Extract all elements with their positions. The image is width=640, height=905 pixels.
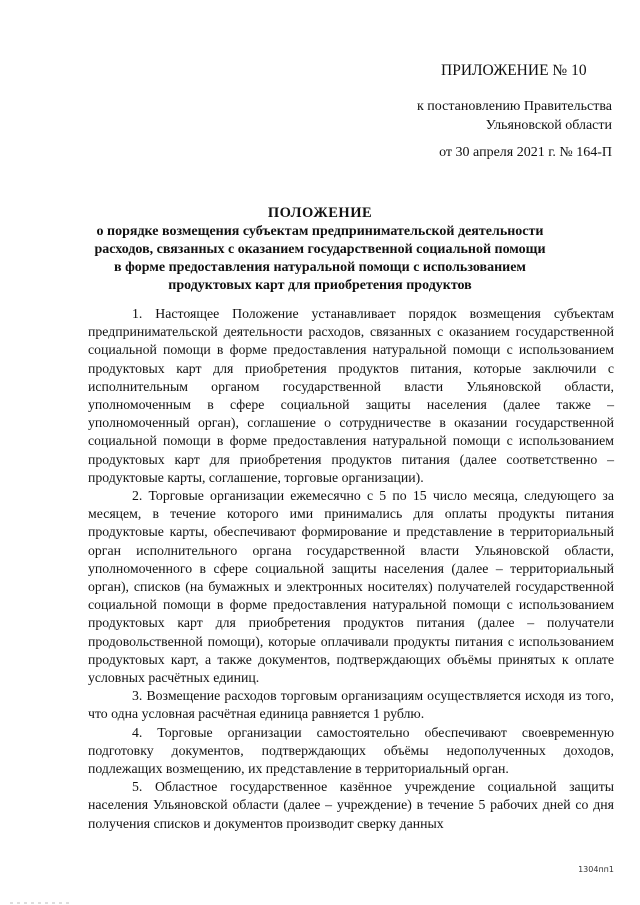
paragraph-5: 5. Областное государственное казённое учреждение социальной защиты населения Ульяновской области (далее – учреждение) в течение 5 рабочих дней со дня получения списков и документов производит сверку данных [88,779,614,831]
document-subtitle-line: продуктовых карт для приобретения продуктов [168,278,472,293]
reference-line: к постановлению Правительства [416,99,612,114]
scan-edge-marks [0,897,640,905]
document-title: ПОЛОЖЕНИЕ [267,205,373,221]
paragraph-4: 4. Торговые организации самостоятельно обеспечивают своевременную подготовку документов, подтверждающих объёмы недополученных доходов, подлежащих возмещению, их представление в территориальный орган. [88,724,614,777]
document-subtitle-line: в форме предоставления натуральной помощи с использованием [114,260,526,275]
document-subtitle-line: о порядке возмещения субъектам предпринимательской деятельности [96,224,544,239]
document-title-block [80,203,560,295]
document-body [88,305,614,833]
resolution-reference [382,97,612,135]
paragraph-2: 2. Торговые организации ежемесячно с 5 по 15 число месяца, следующего за месяцем, в течение которого ими принимались для оплаты продукты питания продуктовые карты, обеспечивают формирование и представление в территориальный орган исполнительного органа государственной власти Ульяновской области, уполномоченного в сфере социальной защиты населения (далее – территориальный орган), списков (на бумажных и электронных носителях) получателей государственной социальной помощи в форме предоставления натуральной помощи с использованием продуктовых карт для приобретения продуктов питания (далее – получатели продовольственной помощи), которые оплачивали продукты питания с использованием продуктовых карт, а также документов, подтверждающих объёмы принятых к оплате условных расчётных единиц. [88,488,614,686]
appendix-number: ПРИЛОЖЕНИЕ № 10 [441,62,587,79]
resolution-date: от 30 апреля 2021 г. № 164-П [439,145,612,160]
paragraph-3: 3. Возмещение расходов торговым организациям осуществляется исходя из того, что одна условная расчётная единица равняется 1 рублю. [88,688,614,722]
document-code: 1304пп1 [578,865,614,874]
paragraph-1: 1. Настоящее Положение устанавливает порядок возмещения субъектам предпринимательской деятельности расходов, связанных с оказанием государственной социальной помощи в форме предоставления натуральной помощи с использованием продуктовых карт для приобретения продуктов питания, которые заключили с исполнительным органом государственной власти Ульяновской области, уполномоченным в сфере социальной защиты населения (далее также – уполномоченный орган), соглашение о сотрудничестве в оказании государственной социальной помощи в форме предоставления натуральной помощи с использованием продуктовых карт для приобретения продуктов питания (далее соответственно – продуктовые карты, соглашение, торговые организации). [88,306,614,485]
reference-line: Ульяновской области [485,118,612,133]
document-subtitle-line: расходов, связанных с оказанием государственной социальной помощи [94,242,546,257]
